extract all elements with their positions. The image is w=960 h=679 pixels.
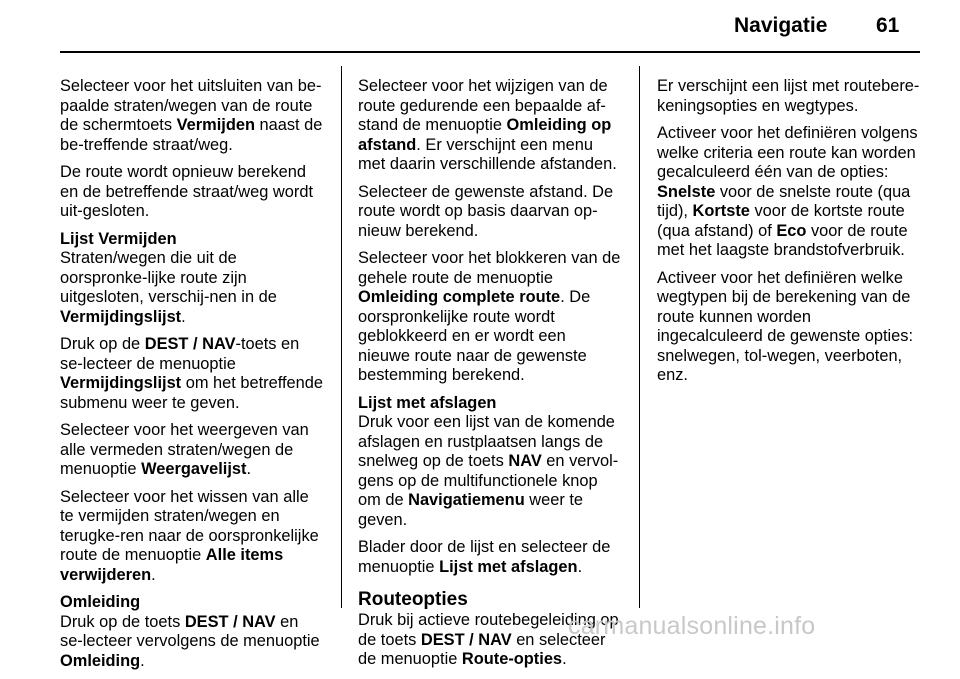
paragraph: Selecteer voor het wijzigen van de route gedurende een bepaalde af-stand de menuoptie Omleiding op afstand. Er verschijnt een menu met daarin verschillende afstanden. xyxy=(358,77,617,173)
section-heading-lijst-met-afslagen: Lijst met afslagen xyxy=(358,393,497,412)
column-divider-2 xyxy=(639,66,640,608)
paragraph: Activeer voor het definiëren welke wegtypen bij de berekening van de route kunnen worden ingecalculeerd de gewenste opties: snelwegen, tol-wegen, veerboten, enz. xyxy=(657,268,914,384)
paragraph: Druk op de DEST / NAV-toets en se-lecteer de menuoptie Vermijdingslijst om het betreffende submenu weer te geven. xyxy=(60,335,324,412)
paragraph: Druk bij actieve routebegeleiding op de toets DEST / NAV en selecteer de menuoptie Route-opties. xyxy=(358,611,619,668)
column-3 xyxy=(657,77,921,394)
section-heading-omleiding: Omleiding xyxy=(60,593,141,611)
page-header-title: Navigatie xyxy=(734,14,828,37)
paragraph: De route wordt opnieuw berekend en de betreffende straat/weg wordt uit-gesloten. xyxy=(60,163,314,220)
page-number: 61 xyxy=(876,14,900,37)
paragraph: Blader door de lijst en selecteer de menuoptie Lijst met afslagen. xyxy=(358,538,611,576)
section-heading-routeopties: Routeopties xyxy=(358,589,468,610)
column-1 xyxy=(60,77,324,679)
paragraph: Selecteer de gewenste afstand. De route wordt op basis daarvan op-nieuw berekend. xyxy=(358,182,614,240)
paragraph: Druk op de toets DEST / NAV en se-lecteer vervolgens de menuoptie Omleiding. xyxy=(60,612,320,670)
header-rule xyxy=(60,51,920,53)
paragraph: Er verschijnt een lijst met routebere-keningsopties en wegtypes. xyxy=(657,77,920,115)
paragraph: Selecteer voor het weergeven van alle vermeden straten/wegen de menuoptie Weergavelijst. xyxy=(60,421,309,478)
column-divider-1 xyxy=(341,66,342,608)
paragraph: Activeer voor het definiëren volgens welke criteria een route kan worden gecalculeerd één van de opties: Snelste voor de snelste route (qua tijd), Kortste voor de kortste route (qua afstand) of Eco voor de route met het laagste brandstofverbruik. xyxy=(657,124,918,259)
paragraph: Selecteer voor het blokkeren van de gehele route de menuoptie Omleiding complete route. De oorspronkelijke route wordt geblokkeerd en er wordt een nieuwe route naar de gewenste bestemming berekend. xyxy=(358,249,621,384)
section-heading-lijst-vermijden: Lijst Vermijden xyxy=(60,229,177,248)
watermark: carmanualsonline.info xyxy=(568,612,816,640)
column-2 xyxy=(358,77,622,678)
paragraph: Straten/wegen die uit de oorspronke-lijke route zijn uitgesloten, verschij-nen in de Vermijdingslijst. xyxy=(60,249,277,326)
paragraph: Selecteer voor het uitsluiten van be-paalde straten/wegen van de route de schermtoets Vermijden naast de be-treffende straat/weg. xyxy=(60,77,323,154)
paragraph: Druk voor een lijst van de komende afslagen en rustplaatsen langs de snelweg op de toets NAV en vervol-gens op de multifunctionele knop om de Navigatiemenu weer te geven. xyxy=(358,413,619,529)
paragraph: Selecteer voor het wissen van alle te vermijden straten/wegen en terugke-ren naar de oorspronkelijke route de menuoptie Alle items verwijderen. xyxy=(60,487,319,584)
